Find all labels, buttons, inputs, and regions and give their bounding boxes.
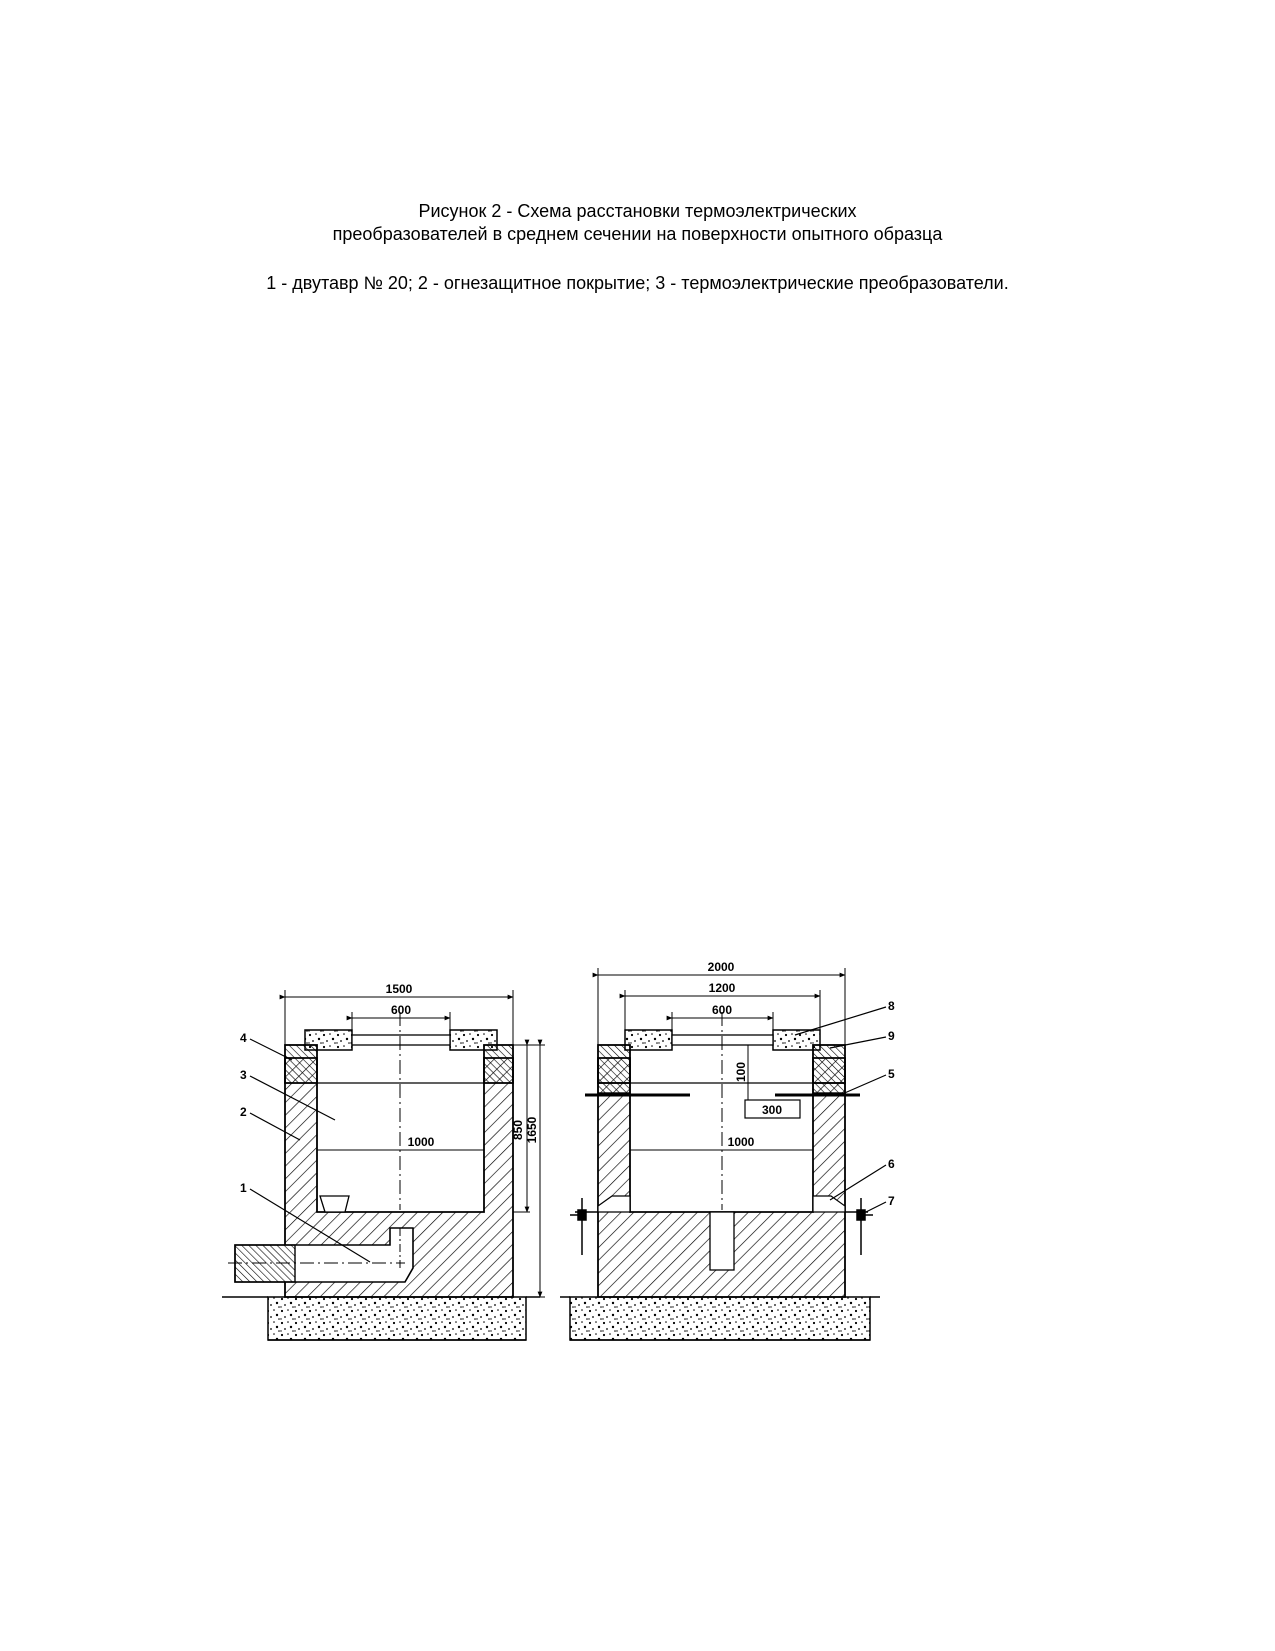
left-gravel-base <box>268 1297 526 1340</box>
callout-9: 9 <box>888 1029 895 1043</box>
figure-caption-line-1: Рисунок 2 - Схема расстановки термоэлектрических <box>418 201 857 221</box>
left-dim-inner: 1000 <box>407 1135 435 1149</box>
left-dim-width: 1500 <box>385 982 413 996</box>
callout-7: 7 <box>888 1194 895 1208</box>
right-cover-slab-right <box>773 1030 820 1050</box>
right-dim-width: 2000 <box>707 960 735 974</box>
left-cover-slab-right <box>450 1030 497 1050</box>
right-dim-depth: 100 <box>734 1061 748 1083</box>
callout-8: 8 <box>888 999 895 1013</box>
right-dim-inner-top: 1200 <box>708 981 736 995</box>
right-section-view <box>560 960 895 1340</box>
left-cover-plate <box>352 1035 450 1045</box>
callout-3: 3 <box>240 1068 247 1082</box>
left-cover-slab-left <box>305 1030 352 1050</box>
left-section-view <box>222 982 545 1340</box>
right-cover-slab-left <box>625 1030 672 1050</box>
right-gravel-base <box>570 1297 870 1340</box>
callout-2: 2 <box>240 1105 247 1119</box>
left-valve-assembly <box>570 1198 598 1255</box>
figure-caption-line-2: преобразователей в среднем сечении на поверхности опытного образца <box>332 224 943 244</box>
left-dim-height-2: 1650 <box>525 1116 539 1144</box>
figure-legend: 1 - двутавр № 20; 2 - огнезащитное покрытие; 3 - термоэлектрические преобразователи. <box>266 273 1009 293</box>
callout-5: 5 <box>888 1067 895 1081</box>
right-dim-inner: 1000 <box>727 1135 755 1149</box>
callout-1: 1 <box>240 1181 247 1195</box>
callout-4: 4 <box>240 1031 247 1045</box>
left-dim-opening: 600 <box>390 1003 412 1017</box>
callout-6: 6 <box>888 1157 895 1171</box>
right-dim-opening: 600 <box>711 1003 733 1017</box>
right-valve-assembly <box>845 1198 873 1255</box>
left-dim-height-1: 850 <box>511 1119 525 1141</box>
right-dim-offset: 300 <box>761 1103 783 1117</box>
